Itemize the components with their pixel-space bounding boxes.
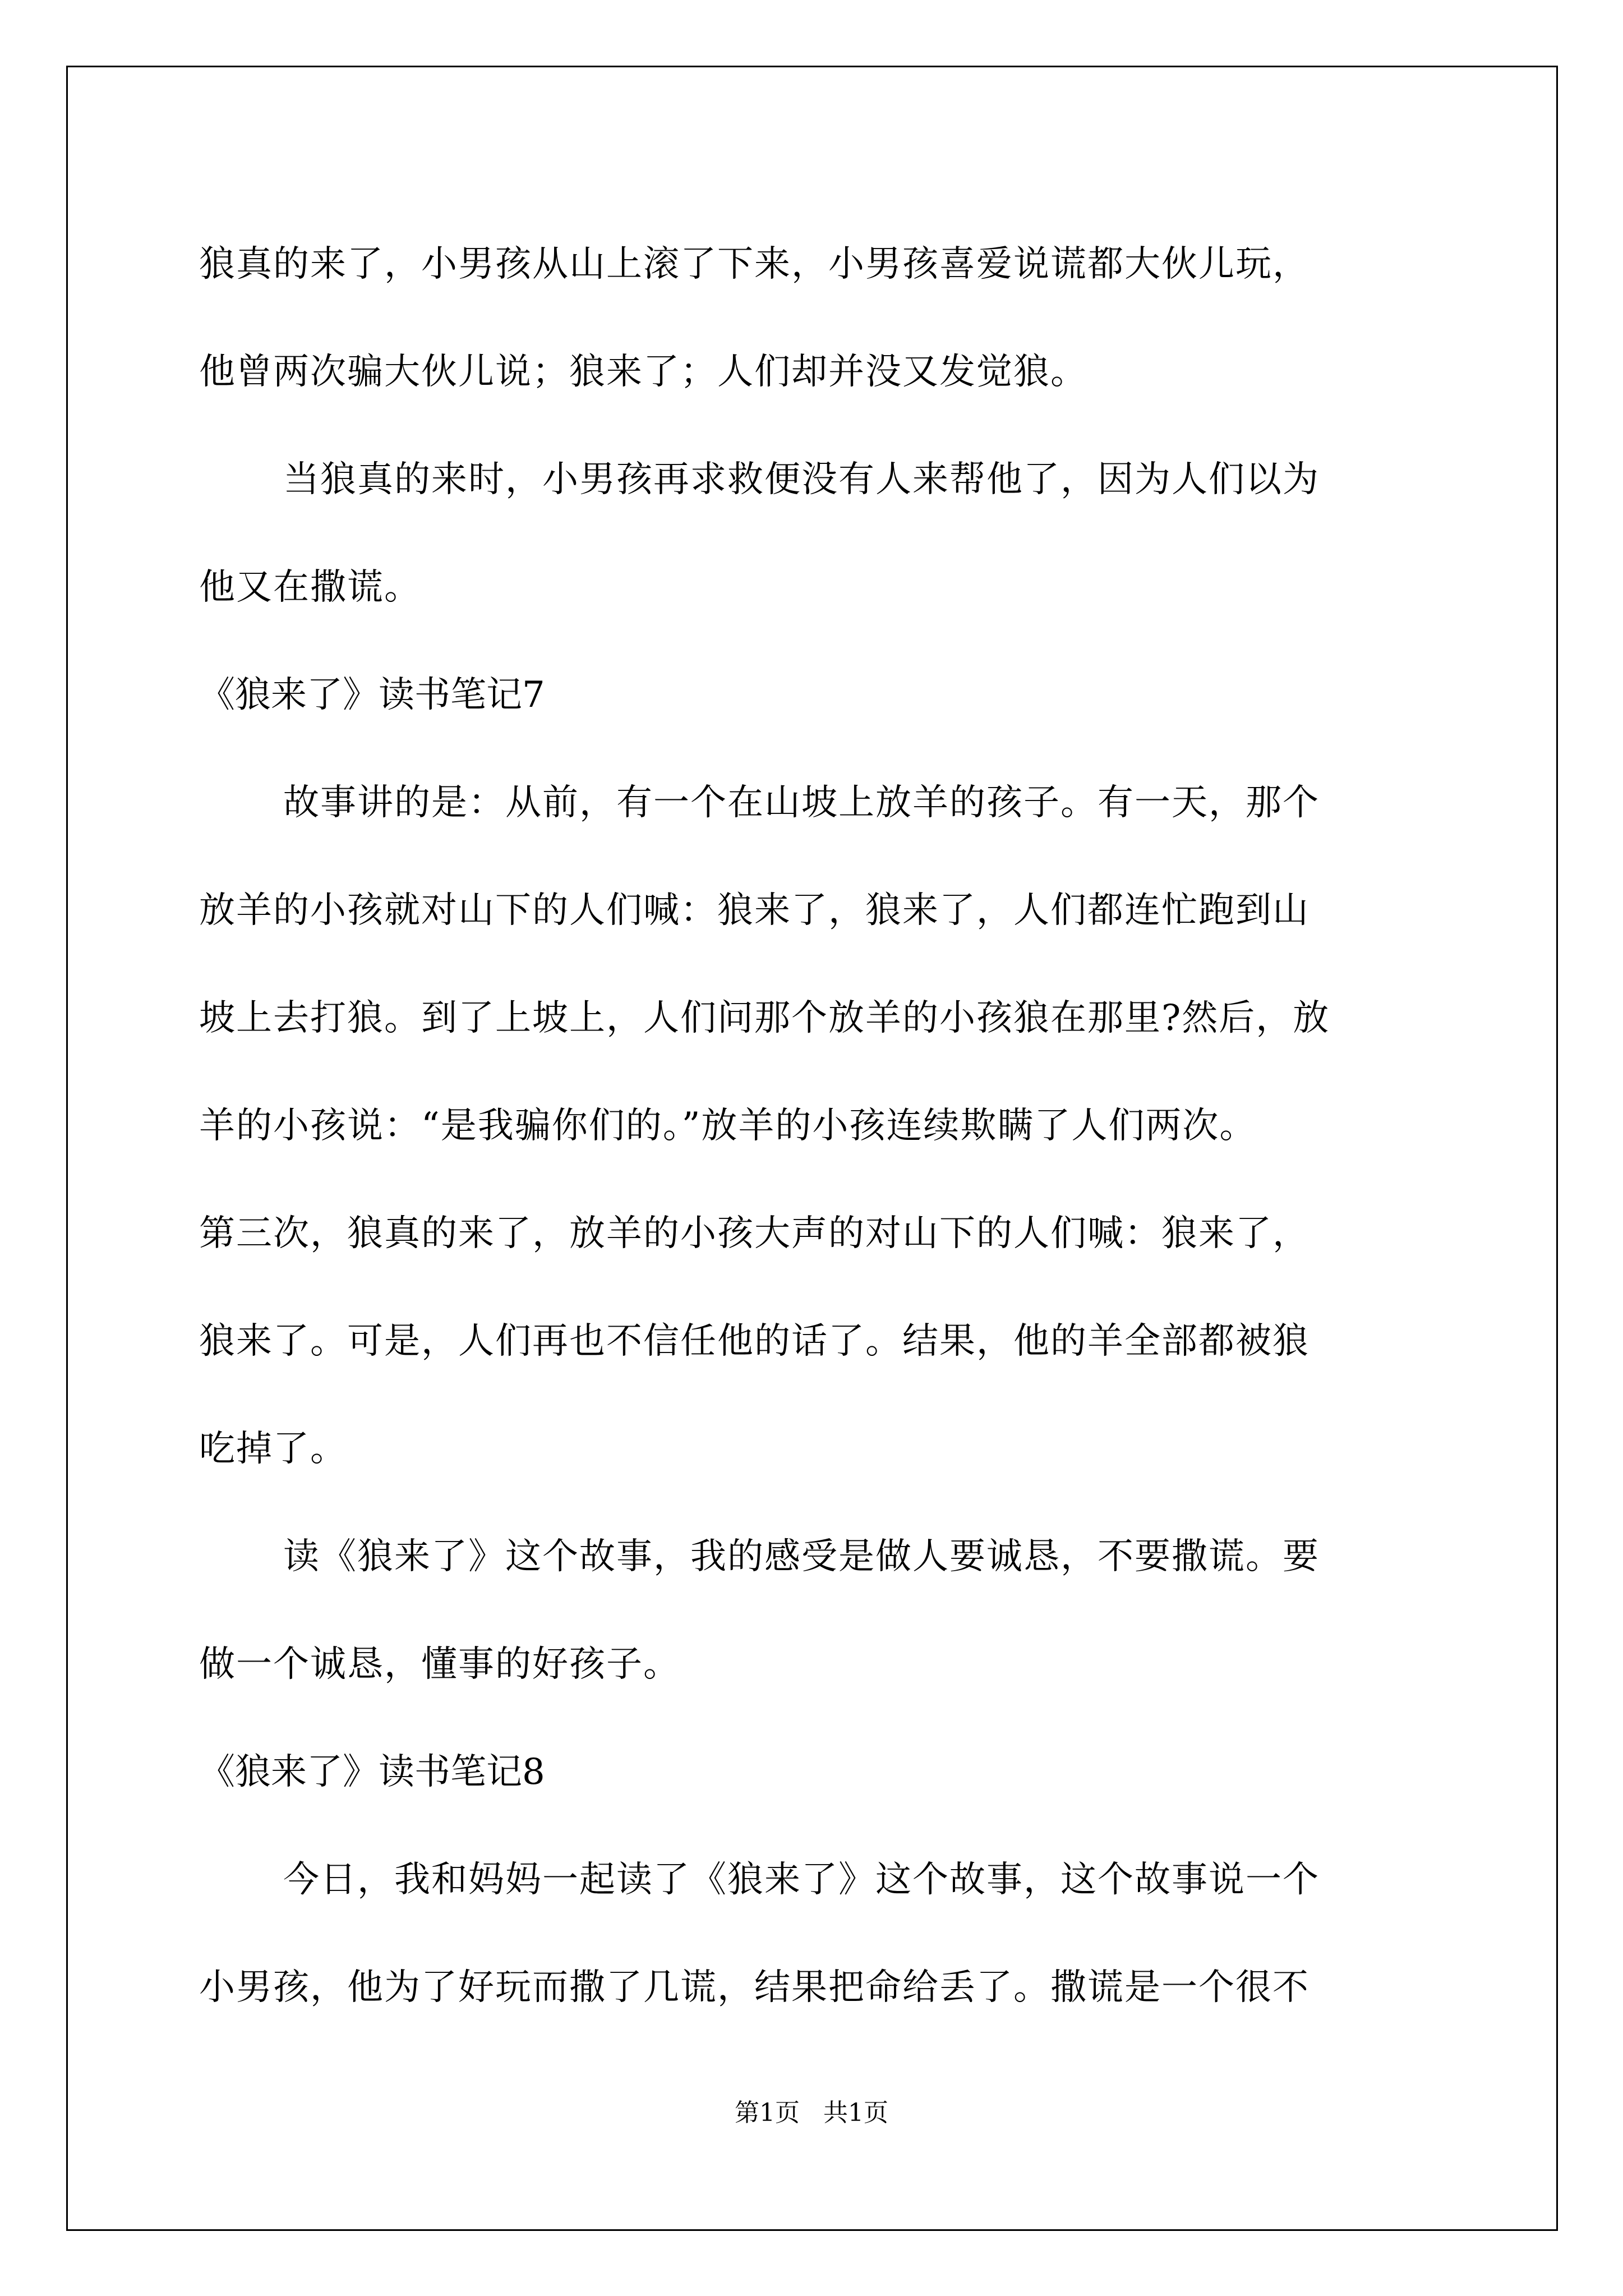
paragraph-line: 羊的小孩说：“是我骗你们的。”放羊的小孩连续欺瞒了人们两次。: [199, 1105, 1257, 1147]
text-line: 狼真的来了，小男孩从山上滚了下来，小男孩喜爱说谎都大伙儿玩，: [199, 243, 1310, 285]
paragraph-line: 故事讲的是：从前，有一个在山坡上放羊的孩子。有一天，那个: [283, 782, 1320, 823]
page-number-footer: 第1页 共1页: [735, 2099, 888, 2127]
paragraph-line: 放羊的小孩就对山下的人们喊：狼来了，狼来了，人们都连忙跑到山: [199, 890, 1310, 931]
paragraph-line: 做一个诚恳，懂事的好孩子。: [199, 1644, 680, 1685]
paragraph-line: 他又在撒谎。: [199, 567, 421, 608]
paragraph-line: 今日，我和妈妈一起读了《狼来了》这个故事，这个故事说一个: [283, 1859, 1320, 1901]
section-heading: 《狼来了》读书笔记8: [199, 1751, 545, 1793]
paragraph-line: 读《狼来了》这个故事，我的感受是做人要诚恳，不要撒谎。要: [283, 1536, 1320, 1577]
paragraph-line: 狼来了。可是，人们再也不信任他的话了。结果，他的羊全部都被狼: [199, 1320, 1310, 1362]
text-line: 他曾两次骗大伙儿说；狼来了；人们却并没又发觉狼。: [199, 351, 1087, 393]
paragraph-line: 当狼真的来时，小男孩再求救便没有人来帮他了，因为人们以为: [283, 459, 1320, 500]
paragraph-line: 坡上去打狼。到了上坡上，人们问那个放羊的小孩狼在那里?然后，放: [199, 997, 1330, 1039]
document-body: [199, 210, 1433, 2041]
paragraph-line: 吃掉了。: [199, 1428, 347, 1470]
paragraph-line: 第三次，狼真的来了，放羊的小孩大声的对山下的人们喊：狼来了，: [199, 1213, 1310, 1254]
paragraph-line: 小男孩，他为了好玩而撒了几谎，结果把命给丢了。撒谎是一个很不: [199, 1967, 1310, 2008]
section-heading: 《狼来了》读书笔记7: [199, 674, 545, 716]
